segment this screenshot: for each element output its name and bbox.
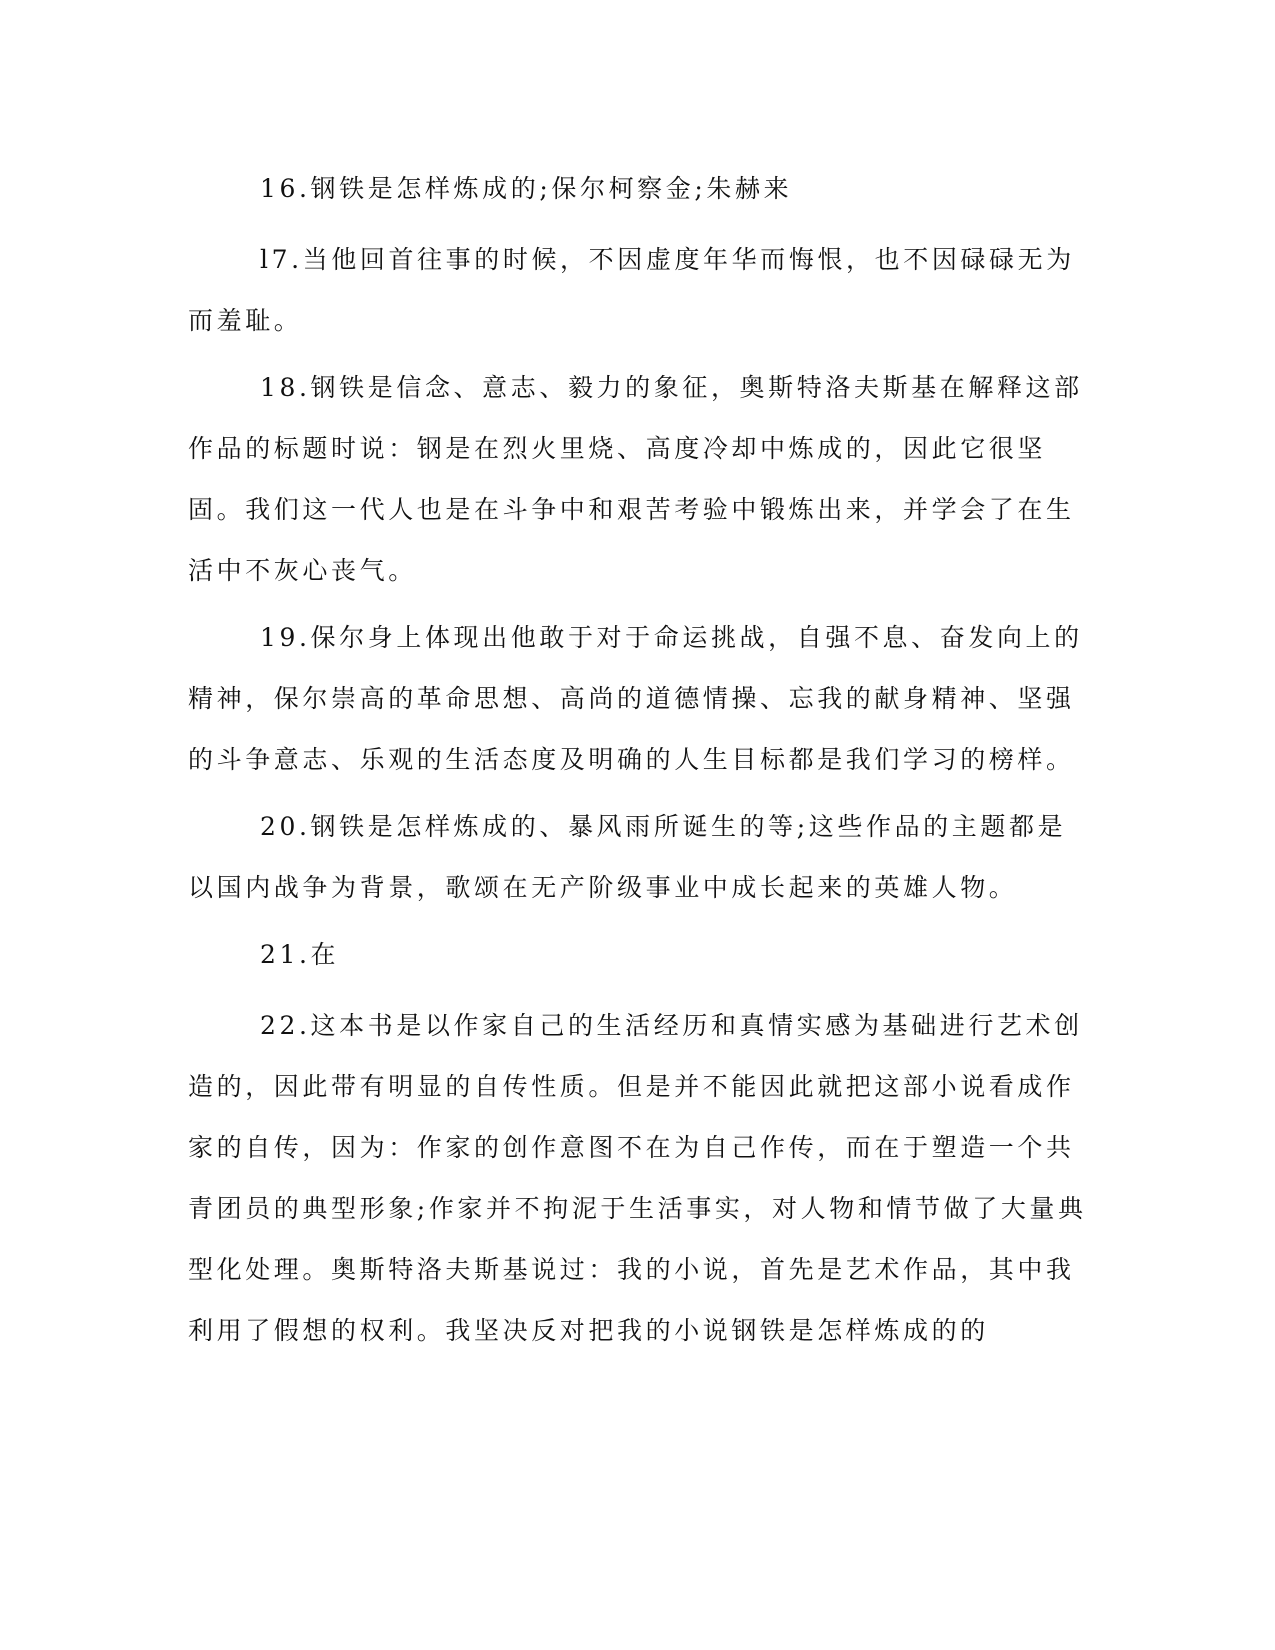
answer-19: 19.保尔身上体现出他敢于对于命运挑战，自强不息、奋发向上的精神，保尔崇高的革命思想、高尚的道德情操、忘我的献身精神、坚强的斗争意志、乐观的生活态度及明确的人生目标都是我们学习的榜样。 (188, 623, 1083, 774)
answer-16: 16.钢铁是怎样炼成的;保尔柯察金;朱赫来 (260, 174, 793, 203)
answer-18: 18.钢铁是信念、意志、毅力的象征，奥斯特洛夫斯基在解释这部作品的标题时说：钢是在烈火里烧、高度冷却中炼成的，因此它很坚固。我们这一代人也是在斗争中和艰苦考验中锻炼出来，并学会了在生活中不灰心丧气。 (188, 373, 1083, 585)
answer-17: l7.当他回首往事的时候，不因虚度年华而悔恨，也不因碌碌无为而羞耻。 (188, 245, 1075, 335)
answer-21: 21.在 (260, 940, 340, 969)
document-body (188, 158, 1088, 1367)
answer-20: 20.钢铁是怎样炼成的、暴风雨所诞生的等;这些作品的主题都是以国内战争为背景，歌颂在无产阶级事业中成长起来的英雄人物。 (188, 812, 1067, 902)
answer-22: 22.这本书是以作家自己的生活经历和真情实感为基础进行艺术创造的，因此带有明显的自传性质。但是并不能因此就把这部小说看成作家的自传，因为：作家的创作意图不在为自己作传，而在于塑造一个共青团员的典型形象;作家并不拘泥于生活事实，对人物和情节做了大量典型化处理。奥斯特洛夫斯基说过：我的小说，首先是艺术作品，其中我利用了假想的权利。我坚决反对把我的小说钢铁是怎样炼成的的 (188, 1011, 1087, 1345)
